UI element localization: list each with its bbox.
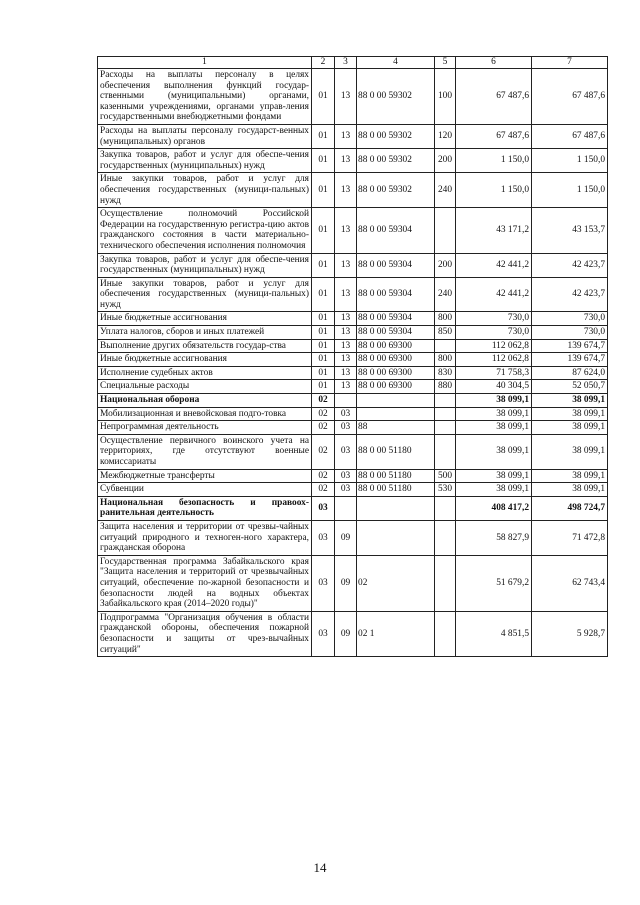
row-section: 01 bbox=[312, 339, 335, 353]
row-section: 02 bbox=[312, 407, 335, 421]
row-target-article: 88 0 00 59302 bbox=[357, 124, 435, 148]
row-section: 02 bbox=[312, 394, 335, 408]
table-row bbox=[98, 469, 608, 483]
row-name: Национальная безопасность и правоох-ранительная деятельность bbox=[98, 496, 312, 520]
budget-table bbox=[97, 56, 608, 657]
row-subsection: 03 bbox=[335, 407, 357, 421]
row-name: Национальная оборона bbox=[98, 394, 312, 408]
row-section: 03 bbox=[312, 555, 335, 611]
table-row bbox=[98, 253, 608, 277]
row-target-article bbox=[357, 496, 435, 520]
row-expense-type: 530 bbox=[435, 483, 456, 497]
row-amount-2: 38 099,1 bbox=[532, 483, 608, 497]
table-row bbox=[98, 124, 608, 148]
row-expense-type: 200 bbox=[435, 253, 456, 277]
row-target-article: 88 0 00 69300 bbox=[357, 339, 435, 353]
row-amount-2: 5 928,7 bbox=[532, 611, 608, 656]
row-amount-1: 42 441,2 bbox=[456, 253, 532, 277]
table-row bbox=[98, 366, 608, 380]
row-amount-1: 38 099,1 bbox=[456, 407, 532, 421]
row-target-article: 88 0 00 51180 bbox=[357, 483, 435, 497]
row-amount-1: 112 062,8 bbox=[456, 353, 532, 367]
row-subsection: 13 bbox=[335, 277, 357, 312]
row-amount-2: 71 472,8 bbox=[532, 520, 608, 555]
row-subsection: 13 bbox=[335, 149, 357, 173]
row-amount-1: 43 171,2 bbox=[456, 208, 532, 253]
row-amount-2: 1 150,0 bbox=[532, 173, 608, 208]
row-subsection: 13 bbox=[335, 124, 357, 148]
table-row bbox=[98, 520, 608, 555]
row-amount-2: 62 743,4 bbox=[532, 555, 608, 611]
row-expense-type bbox=[435, 611, 456, 656]
row-section: 03 bbox=[312, 520, 335, 555]
row-name: Осуществление первичного воинского учета на территориях, где отсутствуют военные комиссариаты bbox=[98, 434, 312, 469]
row-target-article: 88 0 00 69300 bbox=[357, 380, 435, 394]
row-section: 01 bbox=[312, 312, 335, 326]
row-target-article bbox=[357, 520, 435, 555]
column-header: 2 bbox=[312, 57, 335, 69]
row-section: 01 bbox=[312, 366, 335, 380]
row-amount-2: 43 153,7 bbox=[532, 208, 608, 253]
row-amount-1: 67 487,6 bbox=[456, 124, 532, 148]
row-amount-1: 58 827,9 bbox=[456, 520, 532, 555]
row-subsection: 09 bbox=[335, 520, 357, 555]
row-expense-type bbox=[435, 496, 456, 520]
row-subsection: 13 bbox=[335, 253, 357, 277]
row-amount-2: 38 099,1 bbox=[532, 394, 608, 408]
row-subsection: 13 bbox=[335, 366, 357, 380]
row-target-article: 88 0 00 51180 bbox=[357, 469, 435, 483]
column-header: 1 bbox=[98, 57, 312, 69]
row-section: 03 bbox=[312, 611, 335, 656]
row-amount-1: 4 851,5 bbox=[456, 611, 532, 656]
row-amount-1: 38 099,1 bbox=[456, 469, 532, 483]
row-section: 02 bbox=[312, 434, 335, 469]
table-row bbox=[98, 312, 608, 326]
row-section: 01 bbox=[312, 149, 335, 173]
row-section: 01 bbox=[312, 277, 335, 312]
row-name: Непрограммная деятельность bbox=[98, 421, 312, 435]
table-row bbox=[98, 208, 608, 253]
row-name: Иные бюджетные ассигнования bbox=[98, 312, 312, 326]
table-row bbox=[98, 407, 608, 421]
row-section: 01 bbox=[312, 380, 335, 394]
row-amount-2: 42 423,7 bbox=[532, 253, 608, 277]
row-section: 02 bbox=[312, 469, 335, 483]
row-target-article: 88 0 00 59304 bbox=[357, 253, 435, 277]
row-amount-1: 38 099,1 bbox=[456, 483, 532, 497]
row-expense-type: 800 bbox=[435, 312, 456, 326]
row-expense-type bbox=[435, 208, 456, 253]
row-name: Закупка товаров, работ и услуг для обеспе-чения государственных (муниципальных) нужд bbox=[98, 253, 312, 277]
row-amount-1: 1 150,0 bbox=[456, 149, 532, 173]
row-amount-2: 38 099,1 bbox=[532, 421, 608, 435]
row-target-article: 88 bbox=[357, 421, 435, 435]
table-body bbox=[98, 57, 608, 657]
row-name: Расходы на выплаты персоналу государст-венных (муниципальных) органов bbox=[98, 124, 312, 148]
row-expense-type bbox=[435, 421, 456, 435]
row-expense-type: 240 bbox=[435, 277, 456, 312]
row-name: Закупка товаров, работ и услуг для обеспе-чения государственных (муниципальных) нужд bbox=[98, 149, 312, 173]
row-target-article: 02 1 bbox=[357, 611, 435, 656]
row-expense-type bbox=[435, 555, 456, 611]
row-name: Специальные расходы bbox=[98, 380, 312, 394]
row-name: Государственная программа Забайкальского края "Защита населения и территорий от чрезвычайных ситуаций, обеспечение по-жарной безопасности и безопасности людей на водных объектах Забайкальского края (2014–2020 годы)" bbox=[98, 555, 312, 611]
row-amount-1: 38 099,1 bbox=[456, 394, 532, 408]
table-row bbox=[98, 353, 608, 367]
row-section: 02 bbox=[312, 483, 335, 497]
row-expense-type: 880 bbox=[435, 380, 456, 394]
row-subsection: 03 bbox=[335, 421, 357, 435]
row-expense-type: 500 bbox=[435, 469, 456, 483]
row-amount-1: 408 417,2 bbox=[456, 496, 532, 520]
row-amount-2: 52 050,7 bbox=[532, 380, 608, 394]
table-row bbox=[98, 434, 608, 469]
row-name: Уплата налогов, сборов и иных платежей bbox=[98, 326, 312, 340]
row-target-article: 88 0 00 69300 bbox=[357, 353, 435, 367]
row-amount-1: 42 441,2 bbox=[456, 277, 532, 312]
page-number: 14 bbox=[313, 860, 327, 875]
row-name: Выполнение других обязательств государ-ства bbox=[98, 339, 312, 353]
row-subsection: 13 bbox=[335, 353, 357, 367]
row-expense-type bbox=[435, 434, 456, 469]
row-expense-type bbox=[435, 394, 456, 408]
row-subsection bbox=[335, 394, 357, 408]
table-row bbox=[98, 149, 608, 173]
row-amount-1: 38 099,1 bbox=[456, 421, 532, 435]
row-name: Осуществление полномочий Российской Федерации на государственную регистра-цию актов гражданского состояния в части материально-технического обеспечения исполнения полномочия bbox=[98, 208, 312, 253]
row-target-article: 88 0 00 69300 bbox=[357, 366, 435, 380]
row-target-article: 88 0 00 59304 bbox=[357, 326, 435, 340]
table-row bbox=[98, 277, 608, 312]
row-section: 03 bbox=[312, 496, 335, 520]
row-amount-1: 112 062,8 bbox=[456, 339, 532, 353]
row-subsection: 13 bbox=[335, 173, 357, 208]
row-target-article: 88 0 00 51180 bbox=[357, 434, 435, 469]
table-row bbox=[98, 380, 608, 394]
row-expense-type: 240 bbox=[435, 173, 456, 208]
row-expense-type bbox=[435, 407, 456, 421]
row-subsection: 13 bbox=[335, 208, 357, 253]
row-amount-2: 38 099,1 bbox=[532, 407, 608, 421]
row-name: Межбюджетные трансферты bbox=[98, 469, 312, 483]
row-subsection: 09 bbox=[335, 611, 357, 656]
row-subsection: 03 bbox=[335, 469, 357, 483]
row-target-article bbox=[357, 407, 435, 421]
row-amount-2: 498 724,7 bbox=[532, 496, 608, 520]
row-target-article: 88 0 00 59304 bbox=[357, 277, 435, 312]
row-subsection: 13 bbox=[335, 339, 357, 353]
row-expense-type: 100 bbox=[435, 69, 456, 125]
row-name: Субвенции bbox=[98, 483, 312, 497]
row-expense-type: 830 bbox=[435, 366, 456, 380]
row-section: 01 bbox=[312, 69, 335, 125]
row-section: 01 bbox=[312, 253, 335, 277]
row-expense-type bbox=[435, 339, 456, 353]
row-section: 01 bbox=[312, 353, 335, 367]
row-name: Исполнение судебных актов bbox=[98, 366, 312, 380]
column-header: 7 bbox=[532, 57, 608, 69]
row-expense-type: 200 bbox=[435, 149, 456, 173]
row-amount-1: 67 487,6 bbox=[456, 69, 532, 125]
row-amount-2: 67 487,6 bbox=[532, 69, 608, 125]
row-name: Подпрограмма "Организация обучения в области гражданской обороны, обеспечения пожарной безопасности и защиты от чрез-вычайных ситуаций" bbox=[98, 611, 312, 656]
row-amount-2: 67 487,6 bbox=[532, 124, 608, 148]
row-subsection: 13 bbox=[335, 312, 357, 326]
row-amount-1: 51 679,2 bbox=[456, 555, 532, 611]
row-name: Мобилизационная и вневойсковая подго-товка bbox=[98, 407, 312, 421]
row-amount-2: 730,0 bbox=[532, 326, 608, 340]
table-row bbox=[98, 555, 608, 611]
table-row bbox=[98, 326, 608, 340]
row-amount-2: 730,0 bbox=[532, 312, 608, 326]
table-row bbox=[98, 173, 608, 208]
row-section: 01 bbox=[312, 208, 335, 253]
row-name: Расходы на выплаты персоналу в целях обеспечения выполнения функций государ-ственными (муниципальными) органами, казенными учреждениями, органами управ-ления государственными внебюджетными фондами bbox=[98, 69, 312, 125]
row-name: Иные бюджетные ассигнования bbox=[98, 353, 312, 367]
row-amount-2: 38 099,1 bbox=[532, 434, 608, 469]
row-name: Защита населения и территории от чрезвы-чайных ситуаций природного и техноген-ного характера, гражданская оборона bbox=[98, 520, 312, 555]
row-target-article: 02 bbox=[357, 555, 435, 611]
row-amount-2: 42 423,7 bbox=[532, 277, 608, 312]
row-amount-1: 730,0 bbox=[456, 312, 532, 326]
row-expense-type: 800 bbox=[435, 353, 456, 367]
row-section: 01 bbox=[312, 326, 335, 340]
row-target-article bbox=[357, 394, 435, 408]
row-expense-type: 850 bbox=[435, 326, 456, 340]
column-header: 6 bbox=[456, 57, 532, 69]
row-subsection bbox=[335, 496, 357, 520]
row-subsection: 13 bbox=[335, 69, 357, 125]
row-section: 01 bbox=[312, 124, 335, 148]
row-target-article: 88 0 00 59302 bbox=[357, 173, 435, 208]
row-expense-type bbox=[435, 520, 456, 555]
row-expense-type: 120 bbox=[435, 124, 456, 148]
budget-table-sheet bbox=[97, 56, 607, 657]
row-subsection: 13 bbox=[335, 380, 357, 394]
row-subsection: 03 bbox=[335, 434, 357, 469]
row-subsection: 13 bbox=[335, 326, 357, 340]
row-target-article: 88 0 00 59304 bbox=[357, 208, 435, 253]
row-amount-1: 1 150,0 bbox=[456, 173, 532, 208]
table-row bbox=[98, 483, 608, 497]
row-subsection: 09 bbox=[335, 555, 357, 611]
row-name: Иные закупки товаров, работ и услуг для обеспечения государственных (муници-пальных) нужд bbox=[98, 173, 312, 208]
row-section: 02 bbox=[312, 421, 335, 435]
row-target-article: 88 0 00 59304 bbox=[357, 312, 435, 326]
row-target-article: 88 0 00 59302 bbox=[357, 69, 435, 125]
row-amount-2: 87 624,0 bbox=[532, 366, 608, 380]
header-row bbox=[98, 57, 608, 69]
table-row bbox=[98, 496, 608, 520]
table-row bbox=[98, 421, 608, 435]
row-amount-1: 40 304,5 bbox=[456, 380, 532, 394]
column-header: 3 bbox=[335, 57, 357, 69]
row-amount-1: 730,0 bbox=[456, 326, 532, 340]
row-amount-2: 38 099,1 bbox=[532, 469, 608, 483]
row-amount-2: 139 674,7 bbox=[532, 353, 608, 367]
row-subsection: 03 bbox=[335, 483, 357, 497]
row-amount-2: 1 150,0 bbox=[532, 149, 608, 173]
table-row bbox=[98, 339, 608, 353]
table-row bbox=[98, 611, 608, 656]
table-row bbox=[98, 69, 608, 125]
row-section: 01 bbox=[312, 173, 335, 208]
row-amount-1: 38 099,1 bbox=[456, 434, 532, 469]
row-amount-2: 139 674,7 bbox=[532, 339, 608, 353]
row-target-article: 88 0 00 59302 bbox=[357, 149, 435, 173]
row-name: Иные закупки товаров, работ и услуг для обеспечения государственных (муници-пальных) нужд bbox=[98, 277, 312, 312]
table-row bbox=[98, 394, 608, 408]
column-header: 5 bbox=[435, 57, 456, 69]
column-header: 4 bbox=[357, 57, 435, 69]
row-amount-1: 71 758,3 bbox=[456, 366, 532, 380]
